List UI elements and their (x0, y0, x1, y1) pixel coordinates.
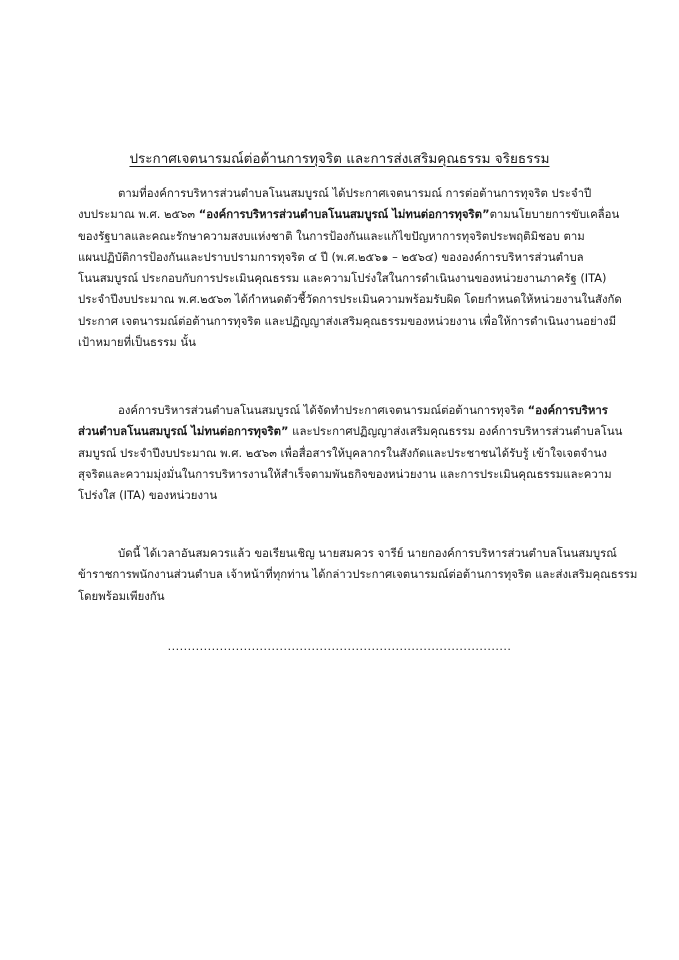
paragraph-line: ประจำปีงบประมาณ พ.ศ.๒๕๖๓ ได้กำหนดตัวชี้วัดการประเมินความพร้อมรับผิด โดยกำหนดให้หน่วยงานในสังกัด (78, 292, 622, 307)
slogan-text: “องค์การบริหาร (527, 403, 608, 417)
paragraph-declaration (78, 400, 638, 506)
paragraph-line: โนนสมบูรณ์ ประกอบกับการประเมินคุณธรรม และความโปร่งใสในการดำเนินงานของหน่วยงานภาครัฐ (ITA) (78, 271, 607, 286)
slogan-text: ส่วนตำบลโนนสมบูรณ์ ไม่ทนต่อการทุจริต” (78, 424, 289, 439)
paragraph-line: ประกาศ เจตนารมณ์ต่อต้านการทุจริต และปฏิญญาส่งเสริมคุณธรรมของหน่วยงาน เพื่อให้การดำเนินงานอย่างมี (78, 313, 617, 328)
paragraph-line: ตามที่องค์การบริหารส่วนตำบลโนนสมบูรณ์ ได้ประกาศเจตนารมณ์ การต่อต้านการทุจริต ประจำปี (118, 186, 592, 200)
paragraph-line: ของรัฐบาลและคณะรักษาความสงบแห่งชาติ ในการป้องกันและแก้ไขปัญหาการทุจริตประพฤติมิชอบ ตาม (78, 228, 585, 243)
paragraph-line: สุจริตและความมุ่งมั่นในการบริหารงานให้สำเร็จตามพันธกิจของหน่วยงาน และการประเมินคุณธรรมและความ (78, 466, 612, 481)
slogan-text: “องค์การบริหารส่วนตำบลโนนสมบูรณ์ ไม่ทนต่อการทุจริต” (198, 207, 490, 222)
paragraph-invitation (78, 543, 638, 607)
paragraph-line: โดยพร้อมเพียงกัน (78, 588, 165, 603)
paragraph-line: บัดนี้ ได้เวลาอันสมควรแล้ว ขอเรียนเชิญ นายสมควร จารีย์ นายกองค์การบริหารส่วนตำบลโนนสมบูรณ์ (118, 546, 617, 560)
document-title: ประกาศเจตนารมณ์ต่อต้านการทุจริต และการส่งเสริมคุณธรรม จริยธรรม (129, 151, 550, 167)
text-run: ตามนโยบายการขับเคลื่อน (489, 207, 620, 222)
paragraph-line: สมบูรณ์ ประจำปีงบประมาณ พ.ศ. ๒๕๖๓ เพื่อสื่อสารให้บุคลากรในสังกัดและประชาชนได้รับรู้ เข้าใจเจตจำนง (78, 445, 607, 460)
paragraph-line: แผนปฏิบัติการป้องกันและปราบปรามการทุจริต ๔ ปี (พ.ศ.๒๕๖๑ – ๒๕๖๔) ขององค์การบริหารส่วนตำบล (78, 249, 584, 264)
paragraph-line: ข้าราชการพนักงานส่วนตำบล เจ้าหน้าที่ทุกท่าน ได้กล่าวประกาศเจตนารมณ์ต่อต้านการทุจริต และส่งเสริมคุณธรรม (78, 567, 638, 582)
dotted-separator: ...................................................................................... (167, 640, 512, 653)
paragraph-line (78, 421, 638, 442)
paragraph-line: โปร่งใส (ITA) ของหน่วยงาน (78, 488, 218, 503)
text-run: องค์การบริหารส่วนตำบลโนนสมบูรณ์ ได้จัดทำประกาศเจตนารมณ์ต่อต้านการทุจริต (118, 403, 528, 417)
text-run: งบประมาณ พ.ศ. ๒๕๖๓ (78, 207, 199, 222)
paragraph-announcement-background (78, 183, 638, 353)
paragraph-line (78, 400, 638, 421)
paragraph-line (78, 204, 638, 225)
text-run: และประกาศปฏิญญาส่งเสริมคุณธรรม องค์การบริหารส่วนตำบลโนน (288, 424, 623, 439)
paragraph-line: เป้าหมายที่เป็นธรรม นั้น (78, 335, 196, 350)
